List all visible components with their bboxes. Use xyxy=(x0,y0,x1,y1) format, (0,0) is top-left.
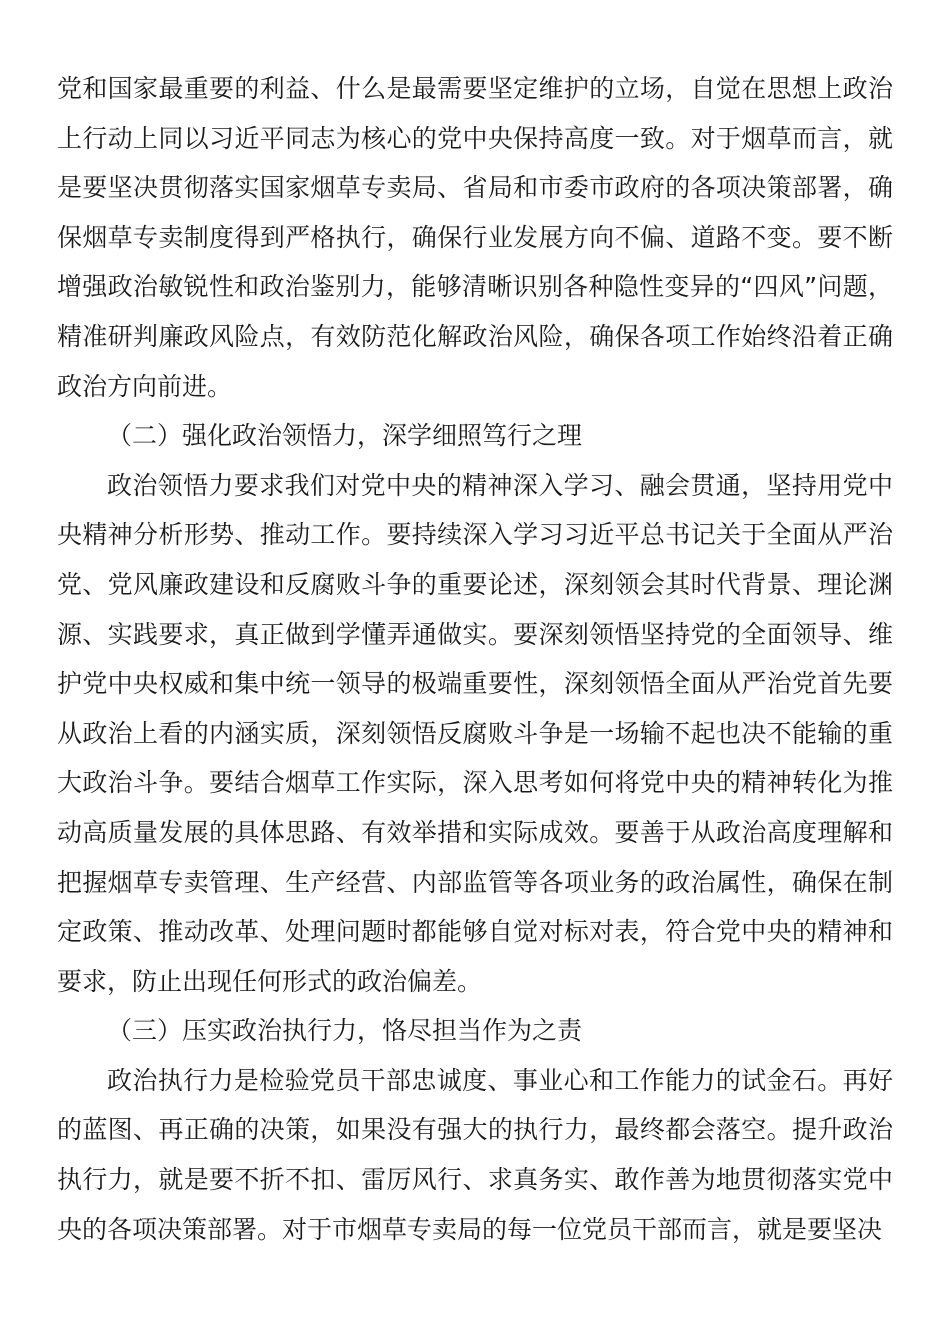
paragraph-continuation: 党和国家最重要的利益、什么是最需要坚定维护的立场，自觉在思想上政治上行动上同以习近平同志为核心的党中央保持高度一致。对于烟草而言，就是要坚决贯彻落实国家烟草专卖局、省局和市委市政府的各项决策部署，确保烟草专卖制度得到严格执行，确保行业发展方向不偏、道路不变。要不断增强政治敏锐性和政治鉴别力，能够清晰识别各种隐性变异的“四风”问题，精准研判廉政风险点，有效防范化解政治风险，确保各项工作始终沿着正确政治方向前进。 xyxy=(57,74,893,401)
document-body xyxy=(57,64,893,1254)
paragraph-political-execution: 政治执行力是检验党员干部忠诚度、事业心和工作能力的试金石。再好的蓝图、再正确的决策，如果没有强大的执行力，最终都会落空。提升政治执行力，就是要不折不扣、雷厉风行、求真务实、敢作善为地贯彻落实党中央的各项决策部署。对于市烟草专卖局的每一位党员干部而言，就是要坚决 xyxy=(57,1065,893,1244)
section-heading-2: （二）强化政治领悟力，深学细照笃行之理 xyxy=(107,421,583,451)
section-heading-3: （三）压实政治执行力，恪尽担当作为之责 xyxy=(107,1016,583,1046)
paragraph-political-comprehension: 政治领悟力要求我们对党中央的精神深入学习、融会贯通，坚持用党中央精神分析形势、推动工作。要持续深入学习习近平总书记关于全面从严治党、党风廉政建设和反腐败斗争的重要论述，深刻领会其时代背景、理论渊源、实践要求，真正做到学懂弄通做实。要深刻领悟坚持党的全面领导、维护党中央权威和集中统一领导的极端重要性，深刻领悟全面从严治党首先要从政治上看的内涵实质，深刻领悟反腐败斗争是一场输不起也决不能输的重大政治斗争。要结合烟草工作实际，深入思考如何将党中央的精神转化为推动高质量发展的具体思路、有效举措和实际成效。要善于从政治高度理解和把握烟草专卖管理、生产经营、内部监管等各项业务的政治属性，确保在制定政策、推动改革、处理问题时都能够自觉对标对表，符合党中央的精神和要求，防止出现任何形式的政治偏差。 xyxy=(57,470,893,996)
